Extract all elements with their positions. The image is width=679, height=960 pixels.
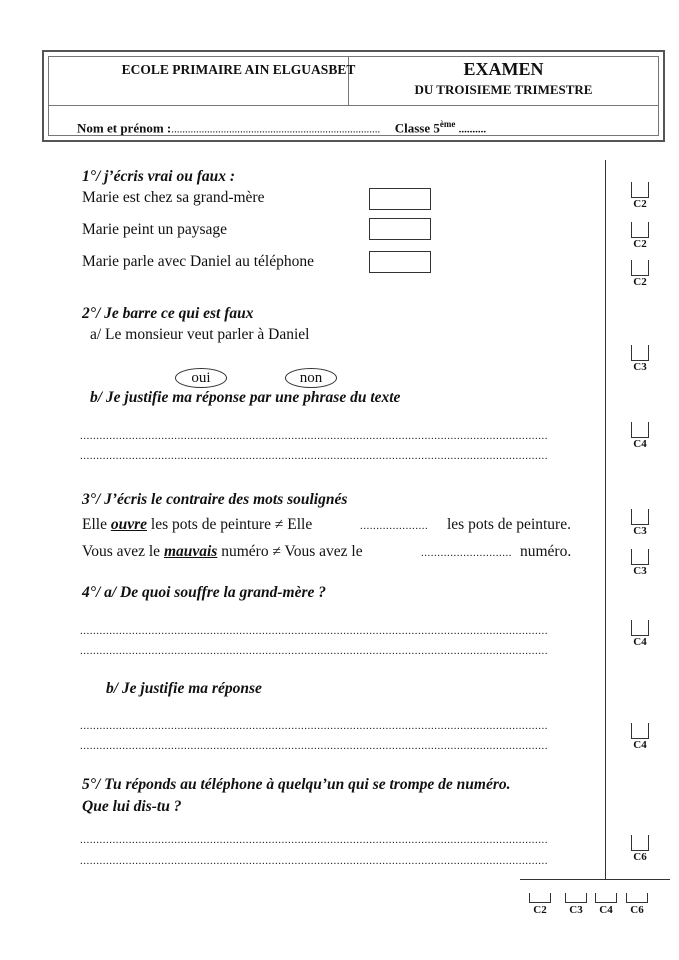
score-label: C3 [633,361,647,373]
score-label: C2 [633,276,647,288]
answer-line[interactable]: ................................................................................................................................................ [80,855,548,867]
score-box-q4b[interactable] [631,723,649,751]
q5-title-line-2: Que lui dis-tu ? [82,798,182,815]
exam-header [42,50,665,142]
class-field[interactable]: .......... [458,123,487,136]
answer-line[interactable]: ................................................................................................................................................ [80,430,548,442]
total-box-c3[interactable] [563,893,589,917]
q4-sub-prompt: b/ Je justifie ma réponse [106,680,262,697]
name-field[interactable]: ............................................................................ [171,123,381,136]
q3-l1-end: les pots de peinture. [447,516,571,533]
answer-line[interactable]: ................................................................................................................................................ [80,740,548,752]
q3-l1-start: Elle [82,516,111,533]
total-box-c2[interactable] [527,893,553,917]
q3-title: 3°/ J’écris le contraire des mots soulignés [82,491,348,508]
score-label: C4 [633,438,647,450]
score-box-q2b[interactable] [631,422,649,450]
answer-line[interactable]: ................................................................................................................................................ [80,450,548,462]
name-class-row [77,119,486,136]
name-label: Nom et prénom : [77,120,172,136]
q1-item-2: Marie peint un paysage [82,221,228,238]
class-label: Classe 5 [394,120,440,136]
answer-line[interactable]: ................................................................................................................................................ [80,834,548,846]
score-label: C2 [633,198,647,210]
q1-title: 1°/ j’écris vrai ou faux : [82,168,236,185]
score-label: C6 [633,851,647,863]
school-name: ECOLE PRIMAIRE AIN ELGUASBET [121,62,356,77]
q3-blank-2[interactable]: ............................ [421,547,512,559]
score-box-q5[interactable] [631,835,649,863]
score-box-q4a[interactable] [631,620,649,648]
score-box-q3-1[interactable] [631,509,649,537]
q2-sentence: a/ Le monsieur veut parler à Daniel [90,326,310,343]
answer-line[interactable]: ................................................................................................................................................ [80,720,548,732]
header-divider-horizontal [49,105,658,106]
total-label: C2 [533,904,547,916]
total-label: C6 [630,904,644,916]
q3-l2-middle: numéro ≠ Vous avez le [217,543,363,560]
total-box-c4[interactable] [593,893,619,917]
q3-l2-start: Vous avez le [82,543,164,560]
score-box-q1-3[interactable] [631,260,649,288]
answer-line[interactable]: ................................................................................................................................................ [80,625,548,637]
exam-subtitle: DU TROISIEME TRIMESTRE [414,82,593,97]
score-box-q2a[interactable] [631,345,649,373]
q1-item-1: Marie est chez sa grand-mère [82,189,265,206]
class-superscript: ème [439,119,456,129]
header-inner-frame [48,56,659,136]
score-box-q1-1[interactable] [631,182,649,210]
score-box-q3-2[interactable] [631,549,649,577]
q1-answer-box-1[interactable] [369,188,431,210]
q4-title: 4°/ a/ De quoi souffre la grand-mère ? [82,584,327,601]
exam-title: EXAMEN [463,59,544,79]
q3-underlined-word-1: ouvre [110,516,148,533]
total-box-c6[interactable] [624,893,650,917]
score-label: C3 [633,525,647,537]
q3-line-2 [82,543,363,561]
score-label: C3 [633,565,647,577]
q3-line-1 [82,516,312,534]
score-label: C2 [633,238,647,250]
q3-l1-middle: les pots de peinture ≠ Elle [147,516,313,533]
q2-option-yes[interactable]: oui [175,368,227,388]
answer-line[interactable]: ................................................................................................................................................ [80,645,548,657]
q3-underlined-word-2: mauvais [163,543,218,560]
total-label: C4 [599,904,613,916]
total-label: C3 [569,904,583,916]
q1-item-3: Marie parle avec Daniel au téléphone [82,253,314,270]
grading-bottom-line [520,879,670,880]
q3-l2-end: numéro. [520,543,572,560]
q2-option-no[interactable]: non [285,368,337,388]
q1-answer-box-2[interactable] [369,218,431,240]
score-label: C4 [633,739,647,751]
q2-title: 2°/ Je barre ce qui est faux [82,305,254,322]
q1-answer-box-3[interactable] [369,251,431,273]
score-box-q1-2[interactable] [631,222,649,250]
q2-justify-prompt: b/ Je justifie ma réponse par une phrase du texte [90,389,401,406]
score-label: C4 [633,636,647,648]
grading-margin-line [605,160,606,880]
q5-title-line-1: 5°/ Tu réponds au téléphone à quelqu’un qui se trompe de numéro. [82,776,511,793]
q3-blank-1[interactable]: ..................... [360,520,429,532]
